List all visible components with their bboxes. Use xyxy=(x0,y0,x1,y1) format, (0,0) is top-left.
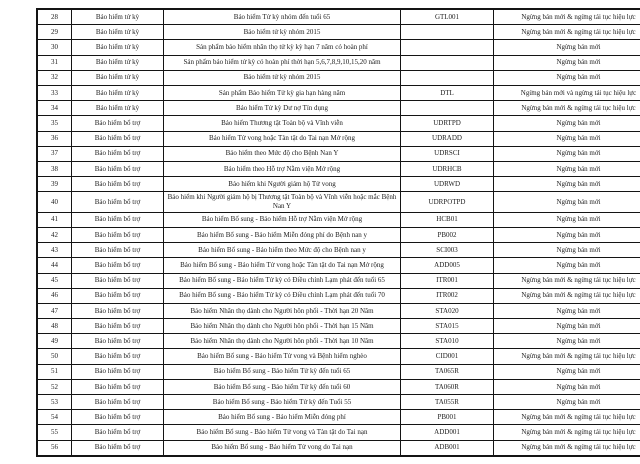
status-cell: Ngừng bán mới xyxy=(494,40,640,55)
insurance-type-cell: Bảo hiểm bổ trợ xyxy=(72,212,164,227)
product-name-cell: Bảo hiểm theo Hỗ trợ Nằm viện Mở rộng xyxy=(164,161,401,176)
insurance-type-cell: Bảo hiểm bổ trợ xyxy=(72,177,164,192)
product-code-cell: UDRWD xyxy=(401,177,494,192)
insurance-type-cell: Bảo hiểm tử kỳ xyxy=(72,55,164,70)
status-cell: Ngừng bán mới xyxy=(494,379,640,394)
table-row xyxy=(37,116,640,131)
insurance-type-cell: Bảo hiểm bổ trợ xyxy=(72,273,164,288)
table-row xyxy=(37,101,640,116)
table-row xyxy=(37,258,640,273)
product-code-cell: GTL001 xyxy=(401,9,494,25)
product-name-cell: Bảo hiểm tử kỳ nhóm 2015 xyxy=(164,70,401,85)
product-table-body xyxy=(37,9,640,456)
product-code-cell: UDRTPD xyxy=(401,116,494,131)
table-row xyxy=(37,273,640,288)
insurance-type-cell: Bảo hiểm bổ trợ xyxy=(72,258,164,273)
status-cell: Ngừng bán mới xyxy=(494,395,640,410)
row-number-cell: 46 xyxy=(37,288,72,303)
status-cell: Ngừng bán mới & ngừng tái tục hiệu lực xyxy=(494,349,640,364)
row-number-cell: 35 xyxy=(37,116,72,131)
insurance-type-cell: Bảo hiểm bổ trợ xyxy=(72,116,164,131)
product-name-cell: Bảo hiểm Nhân thọ dành cho Người hôn phối - Thời hạn 15 Năm xyxy=(164,319,401,334)
status-cell: Ngừng bán mới & ngừng tái tục hiệu lực xyxy=(494,425,640,440)
product-code-cell: UDRPOTPD xyxy=(401,192,494,213)
product-name-cell: Bảo hiểm khi Người giám hộ bị Thương tật Toàn bộ và Vĩnh viễn hoặc mắc Bệnh Nan Y xyxy=(164,192,401,213)
insurance-type-cell: Bảo hiểm bổ trợ xyxy=(72,319,164,334)
table-row xyxy=(37,425,640,440)
product-code-cell: UDRSCI xyxy=(401,146,494,161)
status-cell: Ngừng bán mới xyxy=(494,303,640,318)
status-cell: Ngừng bán mới xyxy=(494,243,640,258)
table-row xyxy=(37,288,640,303)
insurance-type-cell: Bảo hiểm bổ trợ xyxy=(72,161,164,176)
status-cell: Ngừng bán mới xyxy=(494,146,640,161)
product-name-cell: Bảo hiểm Bổ sung - Bảo hiểm Tử kỳ có Điều chỉnh Lạm phát đến tuổi 65 xyxy=(164,273,401,288)
insurance-type-cell: Bảo hiểm bổ trợ xyxy=(72,395,164,410)
status-cell: Ngừng bán mới xyxy=(494,116,640,131)
product-code-cell: UDRHCB xyxy=(401,161,494,176)
insurance-type-cell: Bảo hiểm tử kỳ xyxy=(72,9,164,25)
insurance-type-cell: Bảo hiểm bổ trợ xyxy=(72,131,164,146)
insurance-product-table xyxy=(36,8,640,457)
row-number-cell: 52 xyxy=(37,379,72,394)
status-cell: Ngừng bán mới xyxy=(494,70,640,85)
product-code-cell: SCI003 xyxy=(401,243,494,258)
status-cell: Ngừng bán mới xyxy=(494,177,640,192)
insurance-type-cell: Bảo hiểm bổ trợ xyxy=(72,440,164,456)
table-row xyxy=(37,55,640,70)
product-name-cell: Sản phẩm bảo hiểm nhân thọ tử kỳ kỳ hạn 7 năm có hoàn phí xyxy=(164,40,401,55)
table-row xyxy=(37,319,640,334)
insurance-type-cell: Bảo hiểm bổ trợ xyxy=(72,349,164,364)
product-name-cell: Bảo hiểm Bổ sung - Bảo hiểm Tử vong hoặc Tàn tật do Tai nạn Mở rộng xyxy=(164,258,401,273)
product-name-cell: Bảo hiểm tử kỳ nhóm 2015 xyxy=(164,25,401,40)
insurance-type-cell: Bảo hiểm bổ trợ xyxy=(72,410,164,425)
product-code-cell: ADD001 xyxy=(401,425,494,440)
status-cell: Ngừng bán mới & ngừng tái tục hiệu lực xyxy=(494,440,640,456)
product-name-cell: Bảo hiểm Nhân thọ dành cho Người hôn phối - Thời hạn 20 Năm xyxy=(164,303,401,318)
product-code-cell: PB002 xyxy=(401,227,494,242)
table-row xyxy=(37,395,640,410)
product-name-cell: Bảo hiểm Tử vong hoặc Tàn tật do Tai nạn Mở rộng xyxy=(164,131,401,146)
row-number-cell: 48 xyxy=(37,319,72,334)
status-cell: Ngừng bán mới xyxy=(494,192,640,213)
product-name-cell: Bảo hiểm khi Người giám hộ Tử vong xyxy=(164,177,401,192)
insurance-type-cell: Bảo hiểm bổ trợ xyxy=(72,227,164,242)
table-row xyxy=(37,9,640,25)
table-row xyxy=(37,212,640,227)
status-cell: Ngừng bán mới xyxy=(494,227,640,242)
table-row xyxy=(37,410,640,425)
product-name-cell: Bảo hiểm Bổ sung - Bảo hiểm Miễn đóng phí xyxy=(164,410,401,425)
status-cell: Ngừng bán mới xyxy=(494,131,640,146)
status-cell: Ngừng bán mới & ngừng tái tục hiệu lực xyxy=(494,410,640,425)
row-number-cell: 41 xyxy=(37,212,72,227)
product-name-cell: Bảo hiểm Thương tật Toàn bộ và Vĩnh viễn xyxy=(164,116,401,131)
insurance-type-cell: Bảo hiểm bổ trợ xyxy=(72,303,164,318)
row-number-cell: 30 xyxy=(37,40,72,55)
product-name-cell: Bảo hiểm Nhân thọ dành cho Người hôn phối - Thời hạn 10 Năm xyxy=(164,334,401,349)
table-row xyxy=(37,70,640,85)
product-name-cell: Bảo hiểm Bổ sung - Bảo hiểm Tử vong do Tai nạn xyxy=(164,440,401,456)
table-row xyxy=(37,85,640,100)
table-row xyxy=(37,40,640,55)
row-number-cell: 44 xyxy=(37,258,72,273)
product-code-cell: DTL xyxy=(401,85,494,100)
status-cell: Ngừng bán mới xyxy=(494,258,640,273)
table-row xyxy=(37,243,640,258)
table-row xyxy=(37,146,640,161)
status-cell: Ngừng bán mới & ngừng tái tục hiệu lực xyxy=(494,288,640,303)
row-number-cell: 45 xyxy=(37,273,72,288)
product-name-cell: Bảo hiểm Bổ sung - Bảo hiểm Tử vong và Bệnh hiểm nghèo xyxy=(164,349,401,364)
product-code-cell xyxy=(401,25,494,40)
row-number-cell: 31 xyxy=(37,55,72,70)
product-code-cell xyxy=(401,55,494,70)
product-name-cell: Bảo hiểm Bổ sung - Bảo hiểm Tử kỳ đến Tuổi 55 xyxy=(164,395,401,410)
table-row xyxy=(37,25,640,40)
product-code-cell: TA055R xyxy=(401,395,494,410)
insurance-type-cell: Bảo hiểm bổ trợ xyxy=(72,288,164,303)
product-name-cell: Sản phẩm bảo hiểm tử kỳ có hoàn phí thời hạn 5,6,7,8,9,10,15,20 năm xyxy=(164,55,401,70)
product-name-cell: Bảo hiểm Bổ sung - Bảo hiểm theo Mức độ cho Bệnh nan y xyxy=(164,243,401,258)
product-code-cell: PB001 xyxy=(401,410,494,425)
insurance-type-cell: Bảo hiểm bổ trợ xyxy=(72,192,164,213)
row-number-cell: 37 xyxy=(37,146,72,161)
insurance-type-cell: Bảo hiểm tử kỳ xyxy=(72,40,164,55)
insurance-type-cell: Bảo hiểm bổ trợ xyxy=(72,334,164,349)
table-row xyxy=(37,177,640,192)
row-number-cell: 43 xyxy=(37,243,72,258)
insurance-type-cell: Bảo hiểm tử kỳ xyxy=(72,85,164,100)
status-cell: Ngừng bán mới & ngừng tái tục hiệu lực xyxy=(494,9,640,25)
row-number-cell: 33 xyxy=(37,85,72,100)
status-cell: Ngừng bán mới & ngừng tái tục hiệu lực xyxy=(494,101,640,116)
row-number-cell: 42 xyxy=(37,227,72,242)
row-number-cell: 47 xyxy=(37,303,72,318)
table-row xyxy=(37,440,640,456)
status-cell: Ngừng bán mới xyxy=(494,364,640,379)
status-cell: Ngừng bán mới xyxy=(494,55,640,70)
product-name-cell: Bảo hiểm Bổ sung - Bảo hiểm Tử kỳ đến tuổi 60 xyxy=(164,379,401,394)
product-code-cell: STA020 xyxy=(401,303,494,318)
status-cell: Ngừng bán mới xyxy=(494,319,640,334)
product-name-cell: Bảo hiểm Tử kỳ nhóm đến tuổi 65 xyxy=(164,9,401,25)
product-code-cell: UDRADD xyxy=(401,131,494,146)
product-code-cell xyxy=(401,40,494,55)
product-name-cell: Bảo hiểm Bổ sung - Bảo hiểm Hỗ trợ Nằm viện Mở rộng xyxy=(164,212,401,227)
table-row xyxy=(37,131,640,146)
product-name-cell: Bảo hiểm Bổ sung - Bảo hiểm Tử kỳ có Điều chỉnh Lạm phát đến tuổi 70 xyxy=(164,288,401,303)
row-number-cell: 49 xyxy=(37,334,72,349)
product-name-cell: Bảo hiểm Bổ sung - Bảo hiểm Tử kỳ đến tuổi 65 xyxy=(164,364,401,379)
table-row xyxy=(37,334,640,349)
row-number-cell: 40 xyxy=(37,192,72,213)
row-number-cell: 56 xyxy=(37,440,72,456)
table-row xyxy=(37,379,640,394)
status-cell: Ngừng bán mới xyxy=(494,161,640,176)
status-cell: Ngừng bán mới xyxy=(494,334,640,349)
product-code-cell: STA015 xyxy=(401,319,494,334)
product-code-cell xyxy=(401,70,494,85)
insurance-type-cell: Bảo hiểm bổ trợ xyxy=(72,146,164,161)
table-row xyxy=(37,227,640,242)
insurance-type-cell: Bảo hiểm tử kỳ xyxy=(72,70,164,85)
insurance-type-cell: Bảo hiểm bổ trợ xyxy=(72,379,164,394)
product-code-cell: CID001 xyxy=(401,349,494,364)
table-row xyxy=(37,364,640,379)
product-code-cell: ADB001 xyxy=(401,440,494,456)
row-number-cell: 29 xyxy=(37,25,72,40)
product-code-cell: STA010 xyxy=(401,334,494,349)
row-number-cell: 54 xyxy=(37,410,72,425)
insurance-type-cell: Bảo hiểm bổ trợ xyxy=(72,243,164,258)
status-cell: Ngừng bán mới & ngừng tái tục hiệu lực xyxy=(494,273,640,288)
product-name-cell: Bảo hiểm Bổ sung - Bảo hiểm Tử vong và Tàn tật do Tai nạn xyxy=(164,425,401,440)
insurance-type-cell: Bảo hiểm bổ trợ xyxy=(72,364,164,379)
row-number-cell: 28 xyxy=(37,9,72,25)
row-number-cell: 50 xyxy=(37,349,72,364)
product-code-cell xyxy=(401,101,494,116)
insurance-type-cell: Bảo hiểm tử kỳ xyxy=(72,101,164,116)
row-number-cell: 53 xyxy=(37,395,72,410)
product-code-cell: TA065R xyxy=(401,364,494,379)
product-code-cell: ITR001 xyxy=(401,273,494,288)
product-code-cell: ADD005 xyxy=(401,258,494,273)
table-row xyxy=(37,192,640,213)
table-row xyxy=(37,303,640,318)
product-name-cell: Bảo hiểm Tử kỳ Dư nợ Tín dụng xyxy=(164,101,401,116)
row-number-cell: 51 xyxy=(37,364,72,379)
row-number-cell: 32 xyxy=(37,70,72,85)
product-name-cell: Bảo hiểm Bổ sung - Bảo hiểm Miễn đóng phí do Bệnh nan y xyxy=(164,227,401,242)
insurance-type-cell: Bảo hiểm bổ trợ xyxy=(72,425,164,440)
row-number-cell: 36 xyxy=(37,131,72,146)
row-number-cell: 38 xyxy=(37,161,72,176)
table-row xyxy=(37,161,640,176)
product-name-cell: Sản phẩm Bảo hiểm Tử kỳ gia hạn hàng năm xyxy=(164,85,401,100)
status-cell: Ngừng bán mới xyxy=(494,212,640,227)
status-cell: Ngừng bán mới và ngừng tái tục hiệu lực xyxy=(494,85,640,100)
status-cell: Ngừng bán mới & ngừng tái tục hiệu lực xyxy=(494,25,640,40)
insurance-type-cell: Bảo hiểm tử kỳ xyxy=(72,25,164,40)
row-number-cell: 55 xyxy=(37,425,72,440)
product-code-cell: ITR002 xyxy=(401,288,494,303)
product-code-cell: HCB01 xyxy=(401,212,494,227)
product-code-cell: TA060R xyxy=(401,379,494,394)
table-row xyxy=(37,349,640,364)
row-number-cell: 34 xyxy=(37,101,72,116)
row-number-cell: 39 xyxy=(37,177,72,192)
product-name-cell: Bảo hiểm theo Mức độ cho Bệnh Nan Y xyxy=(164,146,401,161)
